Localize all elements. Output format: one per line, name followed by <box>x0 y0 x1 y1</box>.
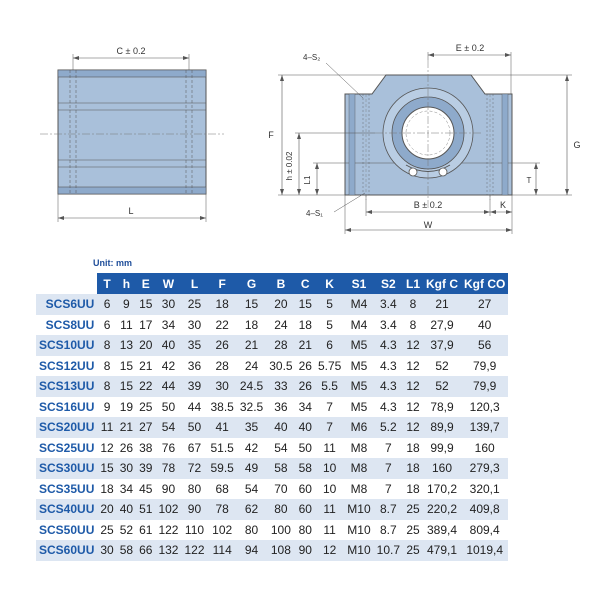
table-cell: M8 <box>350 440 368 455</box>
table-row <box>36 397 508 418</box>
table-cell: 78 <box>208 499 237 520</box>
table-cell: 6 <box>315 335 344 356</box>
table-cell: 26 <box>119 440 134 455</box>
table-cell: 42 <box>161 358 176 373</box>
table-cell: 28 <box>266 335 295 356</box>
table-cell: 30 <box>187 317 202 332</box>
table-cell: 479,1 <box>423 540 461 561</box>
table-cell: 809,4 <box>469 522 500 537</box>
table-cell: 19 <box>119 399 134 414</box>
table-row <box>36 356 508 377</box>
table-header-model <box>36 273 97 294</box>
table-cell: 79,9 <box>473 358 497 373</box>
table-cell: 7 <box>374 458 403 479</box>
table-header-cell: K <box>315 273 344 294</box>
dim-4s1-label: 4–S₁ <box>306 209 323 218</box>
table-cell: 40 <box>155 335 181 356</box>
table-cell: 24 <box>274 317 288 332</box>
table-cell: 90 <box>181 499 207 520</box>
table-cell: M4 <box>350 317 368 332</box>
table-cell: 3.4 <box>379 317 397 332</box>
table-cell: 18 <box>406 440 420 455</box>
table-cell: 26 <box>208 335 237 356</box>
table-cell: 6 <box>97 294 116 315</box>
table-cell: 15 <box>237 294 266 315</box>
table-cell: 39 <box>181 376 207 397</box>
table-cell: 18 <box>406 481 420 496</box>
table-cell: 80 <box>298 522 312 537</box>
table-header-cell: Kgf C <box>423 273 461 294</box>
table-cell: 8 <box>409 317 417 332</box>
table-cell: 25 <box>403 540 423 561</box>
table-cell: 22 <box>215 317 229 332</box>
table-cell: 10 <box>315 458 344 479</box>
table-cell: 90 <box>296 540 315 561</box>
table-header-cell: Kgf CO <box>461 273 508 294</box>
model-cell: SCS35UU <box>39 481 95 496</box>
table-cell: 54 <box>155 417 181 438</box>
dim-b-label: B ± 0.2 <box>413 200 443 210</box>
table-row <box>36 499 508 520</box>
table-cell: 60 <box>298 481 312 496</box>
table-cell: 30 <box>97 540 116 561</box>
table-cell: 27 <box>136 417 155 438</box>
model-cell: SCS6UU <box>36 294 97 315</box>
table-cell: 15 <box>296 294 315 315</box>
table-cell: 28 <box>215 358 229 373</box>
table-cell: 35 <box>237 417 266 438</box>
table-cell: 59.5 <box>208 458 237 479</box>
table-cell: M4 <box>344 294 373 315</box>
dimension-table <box>36 273 508 561</box>
table-cell: 70 <box>274 481 288 496</box>
table-cell: 5 <box>315 294 344 315</box>
table-cell: 13 <box>117 335 136 356</box>
table-cell: 114 <box>208 540 237 561</box>
table-cell: 21 <box>423 294 461 315</box>
table-cell: 20 <box>266 294 295 315</box>
table-row <box>36 417 508 438</box>
dim-c-label: C ± 0.2 <box>116 46 146 56</box>
table-cell: 58 <box>266 458 295 479</box>
table-cell: 51 <box>136 499 155 520</box>
table-cell: 12 <box>315 540 344 561</box>
table-cell: 100 <box>270 522 291 537</box>
table-cell: 12 <box>100 440 114 455</box>
table-cell: 50 <box>181 417 207 438</box>
table-cell: M10 <box>344 499 373 520</box>
table-cell: 24 <box>244 358 259 373</box>
table-cell: 30 <box>208 376 237 397</box>
model-cell: SCS10UU <box>36 335 97 356</box>
model-cell: SCS20UU <box>36 417 97 438</box>
table-cell: 1019,4 <box>461 540 508 561</box>
table-cell: 12 <box>403 417 423 438</box>
table-row <box>36 376 508 397</box>
table-cell: 40 <box>478 317 492 332</box>
table-header-cell: G <box>237 273 266 294</box>
table-cell: 25 <box>406 522 420 537</box>
table-cell: 40 <box>296 417 315 438</box>
table-cell: 54 <box>244 481 259 496</box>
table-cell: 78 <box>155 458 181 479</box>
table-row <box>36 315 508 336</box>
table-cell: 11 <box>97 417 116 438</box>
table-cell: 80 <box>266 499 295 520</box>
table-cell: 120,3 <box>469 399 500 414</box>
table-header-cell: S1 <box>344 273 373 294</box>
unit-label: Unit: mm <box>93 258 132 268</box>
table-cell: 25 <box>139 399 153 414</box>
dim-w-label: W <box>423 220 433 230</box>
table-cell: 18 <box>100 481 114 496</box>
model-cell: SCS12UU <box>39 358 95 373</box>
model-cell: SCS16UU <box>39 399 95 414</box>
table-cell: 21 <box>117 417 136 438</box>
table-cell: 94 <box>237 540 266 561</box>
table-cell: 389,4 <box>427 522 458 537</box>
technical-drawing <box>0 0 613 250</box>
table-cell: M5 <box>344 376 373 397</box>
table-cell: 122 <box>158 522 179 537</box>
table-row <box>36 438 508 459</box>
table-cell: 170,2 <box>427 481 458 496</box>
dim-f-label: F <box>268 130 274 140</box>
table-cell: 44 <box>187 399 202 414</box>
side-view-bottom-band <box>58 187 206 194</box>
table-row <box>36 294 508 315</box>
table-cell: 32.5 <box>239 399 264 414</box>
table-cell: 30.5 <box>269 358 293 373</box>
table-cell: 12 <box>406 358 420 373</box>
model-cell: SCS50UU <box>39 522 95 537</box>
table-cell: 409,8 <box>461 499 508 520</box>
table-header-cell: L1 <box>403 273 423 294</box>
table-cell: 20 <box>136 335 155 356</box>
table-body <box>36 294 508 561</box>
table-cell: 15 <box>136 294 155 315</box>
table-cell: 320,1 <box>469 481 500 496</box>
table-cell: 41 <box>208 417 237 438</box>
table-cell: 33 <box>266 376 295 397</box>
table-header-cell: F <box>208 273 237 294</box>
table-cell: 139,7 <box>461 417 508 438</box>
model-cell: SCS13UU <box>36 376 97 397</box>
table-cell: 8 <box>403 294 423 315</box>
table-cell: 52 <box>435 358 449 373</box>
table-cell: 102 <box>155 499 181 520</box>
table-cell: 132 <box>155 540 181 561</box>
dim-l-label: L <box>128 206 134 216</box>
table-cell: 22 <box>136 376 155 397</box>
table-cell: 8.7 <box>374 499 403 520</box>
dim-t-label: T <box>526 176 532 185</box>
table-cell: 122 <box>181 540 207 561</box>
table-cell: 51.5 <box>210 440 234 455</box>
table-cell: 36 <box>274 399 288 414</box>
table-cell: 78,9 <box>430 399 454 414</box>
table-cell: 12 <box>403 376 423 397</box>
table-cell: 17 <box>139 317 153 332</box>
table-cell: 25 <box>100 522 114 537</box>
table-cell: 8.7 <box>379 522 397 537</box>
table-cell: M8 <box>344 458 373 479</box>
table-cell: 160 <box>423 458 461 479</box>
table-cell: M6 <box>344 417 373 438</box>
table-header-cell: S2 <box>374 273 403 294</box>
table-cell: 36 <box>187 358 202 373</box>
table-cell: 61 <box>139 522 153 537</box>
table-cell: 34 <box>119 481 134 496</box>
side-view-body <box>58 70 206 194</box>
dim-l1-label: L1 <box>303 175 312 185</box>
table-cell: 67 <box>187 440 202 455</box>
table-cell: 5.2 <box>374 417 403 438</box>
table-cell: 5 <box>326 317 333 332</box>
side-view-top-band <box>58 70 206 77</box>
table-cell: 58 <box>117 540 136 561</box>
table-cell: 58 <box>296 458 315 479</box>
table-cell: 7 <box>315 417 344 438</box>
dim-4s2-label: 4–S₂ <box>303 53 321 62</box>
table-cell: 30 <box>117 458 136 479</box>
table-cell: 56 <box>461 335 508 356</box>
table-cell: 52 <box>423 376 461 397</box>
table-cell: 220,2 <box>423 499 461 520</box>
table-cell: 99,9 <box>430 440 454 455</box>
table-cell: M10 <box>344 540 373 561</box>
table-cell: 15 <box>97 458 116 479</box>
table-cell: 24.5 <box>237 376 266 397</box>
table-cell: 12 <box>403 335 423 356</box>
table-cell: 38 <box>139 440 153 455</box>
table-cell: M5 <box>344 335 373 356</box>
table-cell: 12 <box>406 399 420 414</box>
table-cell: 62 <box>237 499 266 520</box>
table-cell: 4.3 <box>374 376 403 397</box>
table-cell: 66 <box>136 540 155 561</box>
table-cell: 10.7 <box>374 540 403 561</box>
table-cell: 40 <box>117 499 136 520</box>
table-row <box>36 335 508 356</box>
model-cell: SCS40UU <box>36 499 97 520</box>
table-cell: 34 <box>298 399 312 414</box>
table-row <box>36 458 508 479</box>
retainer-hole-right <box>439 168 447 176</box>
table-header-row <box>36 273 508 294</box>
table-cell: 4.3 <box>379 358 397 373</box>
table-cell: 18 <box>298 317 312 332</box>
table-header-cell: h <box>117 273 136 294</box>
table-cell: 8 <box>103 358 111 373</box>
dim-k-label: K <box>499 200 507 210</box>
table-cell: 50 <box>298 440 312 455</box>
table-cell: 49 <box>237 458 266 479</box>
table-cell: 21 <box>237 335 266 356</box>
table-cell: 10 <box>322 481 337 496</box>
table-cell: 15 <box>119 358 134 373</box>
table-cell: 30 <box>155 294 181 315</box>
table-cell: 76 <box>161 440 176 455</box>
table-cell: 27 <box>461 294 508 315</box>
table-cell: M10 <box>347 522 371 537</box>
model-cell: SCS60UU <box>36 540 97 561</box>
model-cell: SCS30UU <box>36 458 97 479</box>
table-cell: 102 <box>212 522 233 537</box>
table-cell: 25 <box>181 294 207 315</box>
table-row <box>36 479 508 500</box>
table-cell: 7 <box>384 440 392 455</box>
table-cell: 89,9 <box>423 417 461 438</box>
table-cell: 110 <box>184 522 205 537</box>
table-header-cell: E <box>136 273 155 294</box>
table-cell: 39 <box>136 458 155 479</box>
table-cell: 4.3 <box>379 399 397 414</box>
table-cell: 60 <box>296 499 315 520</box>
table-cell: 54 <box>274 440 288 455</box>
table-cell: 44 <box>155 376 181 397</box>
table-cell: 18 <box>403 458 423 479</box>
dim-e-label: E ± 0.2 <box>455 43 485 53</box>
table-cell: 35 <box>181 335 207 356</box>
table-cell: 6 <box>103 317 111 332</box>
table-cell: 68 <box>215 481 229 496</box>
table-header-cell: T <box>97 273 116 294</box>
table-cell: 80 <box>187 481 202 496</box>
table-header-cell: W <box>155 273 181 294</box>
model-cell: SCS25UU <box>39 440 95 455</box>
table-cell: 38.5 <box>210 399 234 414</box>
table-cell: 4.3 <box>374 335 403 356</box>
table-cell: 72 <box>181 458 207 479</box>
table-cell: 40 <box>266 417 295 438</box>
table-cell: 80 <box>244 522 259 537</box>
table-header-cell: B <box>266 273 295 294</box>
table-cell: 7 <box>326 399 333 414</box>
table-cell: 18 <box>208 294 237 315</box>
table-header-cell: C <box>296 273 315 294</box>
table-cell: 20 <box>97 499 116 520</box>
table-cell: 21 <box>296 335 315 356</box>
model-cell: SCS8UU <box>45 317 95 332</box>
table-cell: 3.4 <box>374 294 403 315</box>
table-cell: 18 <box>244 317 259 332</box>
table-cell: M5 <box>350 358 368 373</box>
table-cell: 9 <box>103 399 111 414</box>
table-cell: 160 <box>474 440 495 455</box>
table-cell: 15 <box>117 376 136 397</box>
table-cell: 50 <box>161 399 176 414</box>
dim-g-label: G <box>573 140 581 150</box>
table-cell: 90 <box>161 481 176 496</box>
table-cell: 27,9 <box>430 317 454 332</box>
table-cell: 8 <box>97 376 116 397</box>
table-cell: 45 <box>139 481 153 496</box>
retainer-hole-left <box>409 168 417 176</box>
front-view <box>268 43 580 234</box>
table-cell: 11 <box>323 440 336 455</box>
dim-h-label: h ± 0.02 <box>285 151 294 181</box>
table-cell: 5.5 <box>315 376 344 397</box>
table-cell: 5.75 <box>317 358 342 373</box>
table-row <box>36 520 508 541</box>
table-cell: 7 <box>384 481 392 496</box>
table-cell: 52 <box>119 522 134 537</box>
table-cell: M5 <box>350 399 368 414</box>
table-cell: 108 <box>266 540 295 561</box>
table-cell: 9 <box>117 294 136 315</box>
table-cell: 25 <box>403 499 423 520</box>
table-cell: M8 <box>350 481 368 496</box>
table-cell: 11 <box>315 499 344 520</box>
table-cell: 26 <box>298 358 312 373</box>
table-cell: 79,9 <box>461 376 508 397</box>
table-cell: 26 <box>296 376 315 397</box>
side-view <box>40 46 224 222</box>
table-cell: 11 <box>120 317 133 332</box>
table-cell: 34 <box>161 317 176 332</box>
table-cell: 42 <box>244 440 259 455</box>
table-cell: 8 <box>97 335 116 356</box>
table-cell: 21 <box>139 358 153 373</box>
table-row <box>36 540 508 561</box>
table-header-cell: L <box>181 273 207 294</box>
table-cell: 37,9 <box>423 335 461 356</box>
table-cell: 11 <box>323 522 336 537</box>
table-cell: 279,3 <box>461 458 508 479</box>
